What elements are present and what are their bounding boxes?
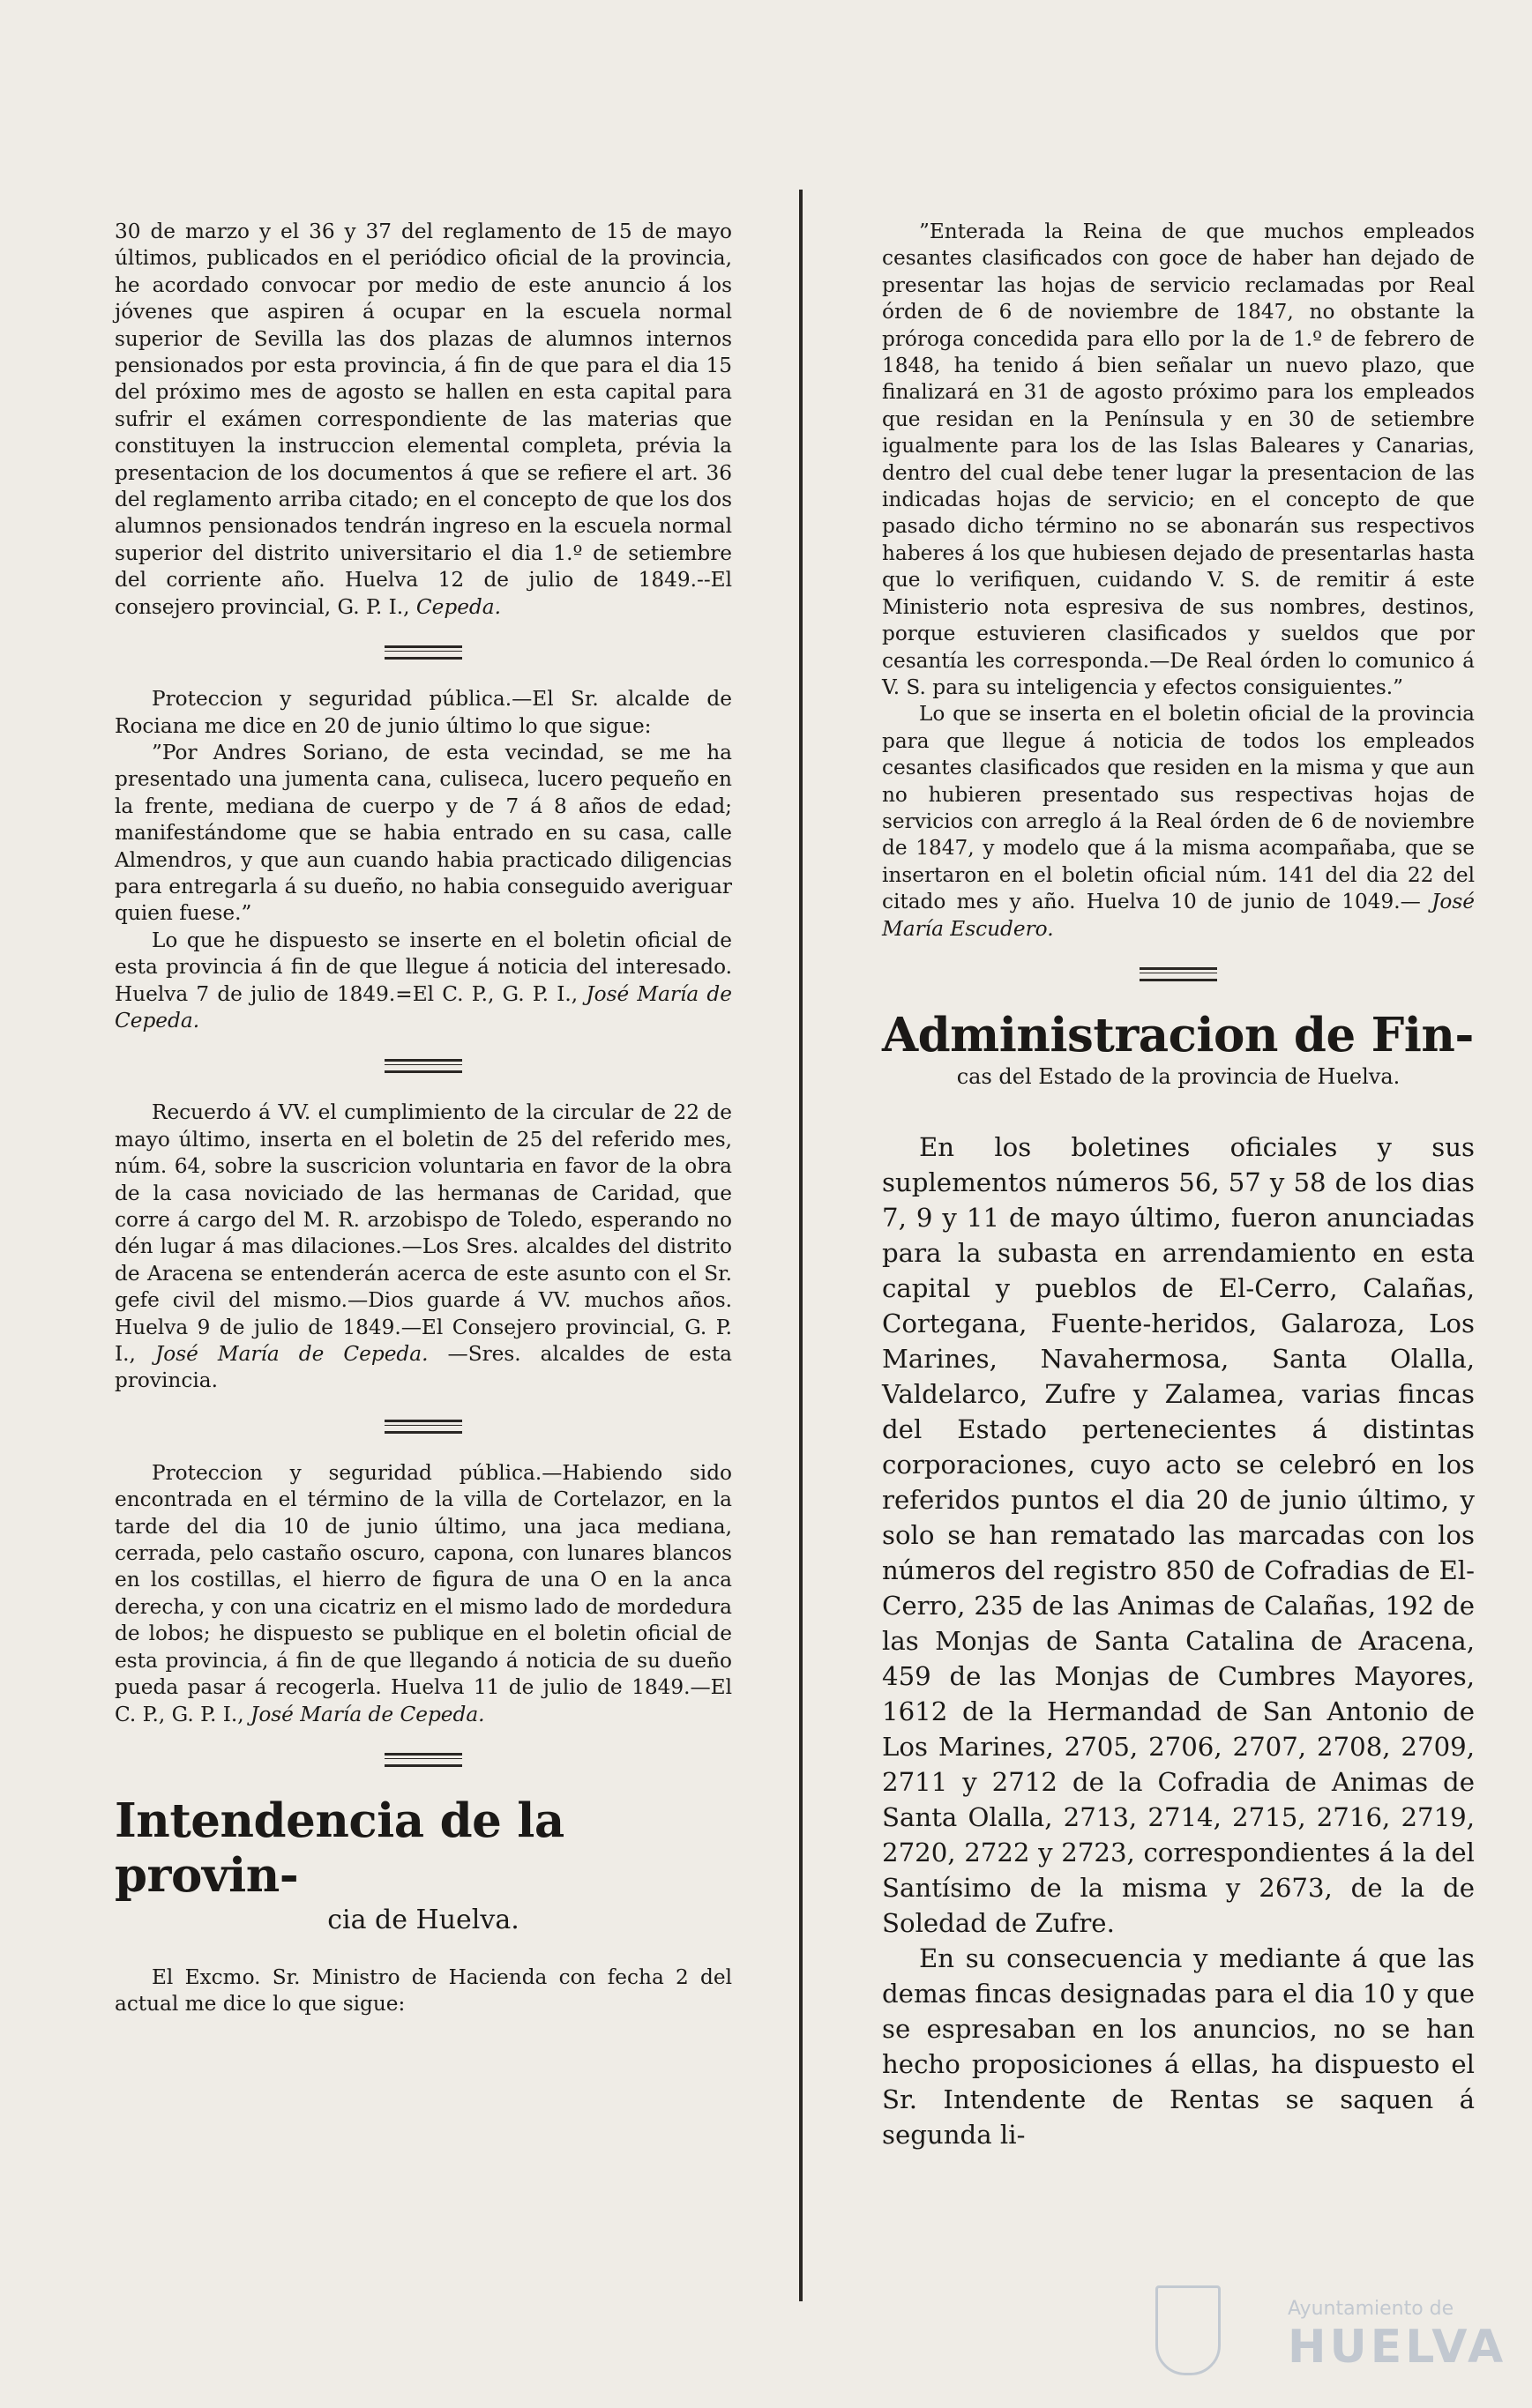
right-column: [882, 219, 1475, 2152]
signature: José María de Cepeda.: [154, 1342, 429, 1367]
real-orden-insert: Lo que se inserta en el boletin oficial de la provincia para que llegue á noticia de todos los empleados cesantes clasificados que residen en la misma y que aun no hubieren presentado sus respectivas hojas de servicios con arreglo á la Real órden de 6 de noviembre de 1847, y modelo que á la misma acompañaba, que se insertaron en el boletin oficial núm. 141 del dia 22 del citado mes y año. Huelva 10 de junio de 1049.— José María Escudero.: [882, 702, 1476, 941]
notice-rociana-quote: ”Por Andres Soriano, de esta vecindad, se me ha presentado una jumenta cana, culiseca, lucero pequeño en la frente, mediana de cuerpo y de 7 á 8 años de edad; manifestándome que se habia entrado en su casa, calle Almendros, y que aun cuando habia practicado diligencias para entregarla á su dueño, no habia conseguido averiguar quien fuese.”: [115, 740, 732, 926]
huelva-watermark: [1155, 2285, 1507, 2382]
separator-rule: [385, 1420, 462, 1434]
separator-rule: [385, 1753, 462, 1767]
section-heading-administracion: Administracion de Fin-: [882, 1007, 1474, 1062]
left-column: [115, 219, 732, 2018]
column-divider: [799, 190, 803, 2301]
section-heading-intendencia: Intendencia de la provin-: [115, 1793, 564, 1903]
coat-of-arms-icon: [1155, 2285, 1221, 2375]
signature: José María de Cepeda.: [115, 981, 733, 1033]
separator-rule: [385, 1059, 462, 1073]
section-subheading-intendencia: cia de Huelva.: [327, 1904, 519, 1935]
notice-cortelazor: Proteccion y seguridad pública.—Habiendo sido encontrada en el término de la villa de Cortelazor, en la tarde del dia 10 de junio último, una jaca mediana, cerrada, pelo castaño oscuro, capona, con lunares blancos en los costillas, el hierro de figura de una O en la anca derecha, y con una cicatriz en el mismo lado de mordedura de lobos; he dispuesto se publique en el boletin oficial de esta provincia, á fin de que llegando á noticia de su dueño pueda pasar á recogerla. Huelva 11 de julio de 1849.—El C. P., G. P. I., José María de Cepeda.: [115, 1460, 732, 1726]
separator-rule: [1140, 967, 1217, 981]
signature: José María de Cepeda.: [250, 1702, 485, 1726]
signature: Cepeda.: [415, 594, 501, 619]
notice-rociana-intro: Proteccion y seguridad pública.—El Sr. alcalde de Rociana me dice en 20 de junio último lo que sigue:: [115, 687, 732, 738]
signature: José María Escudero.: [882, 890, 1476, 941]
intendencia-paragraph: El Excmo. Sr. Ministro de Hacienda con fecha 2 del actual me dice lo que sigue:: [115, 1964, 732, 2017]
fincas-paragraph-2: En su consecuencia y mediante á que las demas fincas designadas para el dia 10 y que se espresaban en los anuncios, no se han hecho proposiciones á ellas, ha dispuesto el Sr. Intendente de Rentas se saquen á segunda li-: [882, 1942, 1475, 2150]
fincas-paragraph-1: En los boletines oficiales y sus suplementos números 56, 57 y 58 de los dias 7, 9 y 11 de mayo último, fueron anunciadas para la subasta en arrendamiento en esta capital y pueblos de El-Cerro, Calañas, Cortegana, Fuente-heridos, Galaroza, Los Marines, Navahermosa, Santa Olalla, Valdelarco, Zufre y Zalamea, varias fincas del Estado pertenecientes á distintas corporaciones, cuyo acto se celebró en los referidos puntos el dia 20 de junio último, y solo se han rematado las marcadas con los números del registro 850 de Cofradias de El-Cerro, 235 de las Animas de Calañas, 192 de las Monjas de Santa Catalina de Aracena, 459 de las Monjas de Cumbres Mayores, 1612 de la Hermandad de San Antonio de Los Marines, 2705, 2706, 2707, 2708, 2709, 2711 y 2712 de la Cofradia de Animas de Santa Olalla, 2713, 2714, 2715, 2716, 2719, 2720, 2722 y 2723, correspondientes á la del Santísimo de la misma y 2673, de la de Soledad de Zufre.: [882, 1131, 1475, 1938]
separator-rule: [385, 645, 462, 660]
notice-suscricion: Recuerdo á VV. el cumplimiento de la circular de 22 de mayo último, inserta en el boletin de 25 del referido mes, núm. 64, sobre la suscricion voluntaria en favor de la obra de la casa noviciado de las hermanas de Caridad, que corre á cargo del M. R. arzobispo de Toledo, esperando no dén lugar á mas dilaciones.—Los Sres. alcaldes del distrito de Aracena se entenderán acerca de este asunto con el Sr. gefe civil del mismo.—Dios guarde á VV. muchos años. Huelva 9 de julio de 1849.—El Consejero provincial, G. P. I., José María de Cepeda. —Sres. alcaldes de esta provincia.: [115, 1100, 733, 1393]
watermark-line2: HUELVA: [1288, 2321, 1507, 2374]
real-orden-quote: ”Enterada la Reina de que muchos empleados cesantes clasificados con goce de haber han dejado de presentar las hojas de servicio reclamadas por Real órden de 6 de noviembre de 1847, no obstante la próroga concedida para ello por la de 1.º de febrero de 1848, ha tenido á bien señalar un nuevo plazo, que finalizará en 31 de agosto próximo para los empleados que residan en la Península y en 30 de setiembre igualmente para los de las Islas Baleares y Canarias, dentro del cual debe tener lugar la presentacion de las indicadas hojas de servicio; en el concepto de que pasado dicho término no se abonarán sus respectivos haberes á los que hubiesen dejado de presentarlas hasta que lo verifiquen, cuidando V. S. de remitir á este Ministerio nota espresiva de sus nombres, destinos, porque estuvieren clasificados y sueldos que por cesantía les corresponda.—De Real órden lo comunico á V. S. para su inteligencia y efectos consiguientes.”: [882, 220, 1475, 699]
notice-rociana-close: Lo que he dispuesto se inserte en el boletin oficial de esta provincia á fin de que llegue á noticia del interesado. Huelva 7 de julio de 1849.=El C. P., G. P. I., José María de Cepeda.: [115, 928, 733, 1033]
section-subheading-administracion: cas del Estado de la provincia de Huelva.: [956, 1063, 1401, 1089]
notice-escuela-normal: 30 de marzo y el 36 y 37 del reglamento de 15 de mayo últimos, publicados en el periódico oficial de la provincia, he acordado convocar por medio de este anuncio á los jóvenes que aspiren á ocupar en la escuela normal superior de Sevilla las dos plazas de alumnos internos pensionados por esta provincia, á fin de que para el dia 15 del próximo mes de agosto se hallen en esta capital para sufrir el exámen correspondiente de las materias que constituyen la instruccion elemental completa, prévia la presentacion de los documentos á que se refiere el art. 36 del reglamento arriba citado; en el concepto de que los dos alumnos pensionados tendrán ingreso en la escuela normal superior del distrito universitario el dia 1.º de setiembre del corriente año. Huelva 12 de julio de 1849.--El consejero provincial, G. P. I., Cepeda.: [115, 220, 732, 619]
watermark-line1: Ayuntamiento de: [1288, 2298, 1454, 2320]
